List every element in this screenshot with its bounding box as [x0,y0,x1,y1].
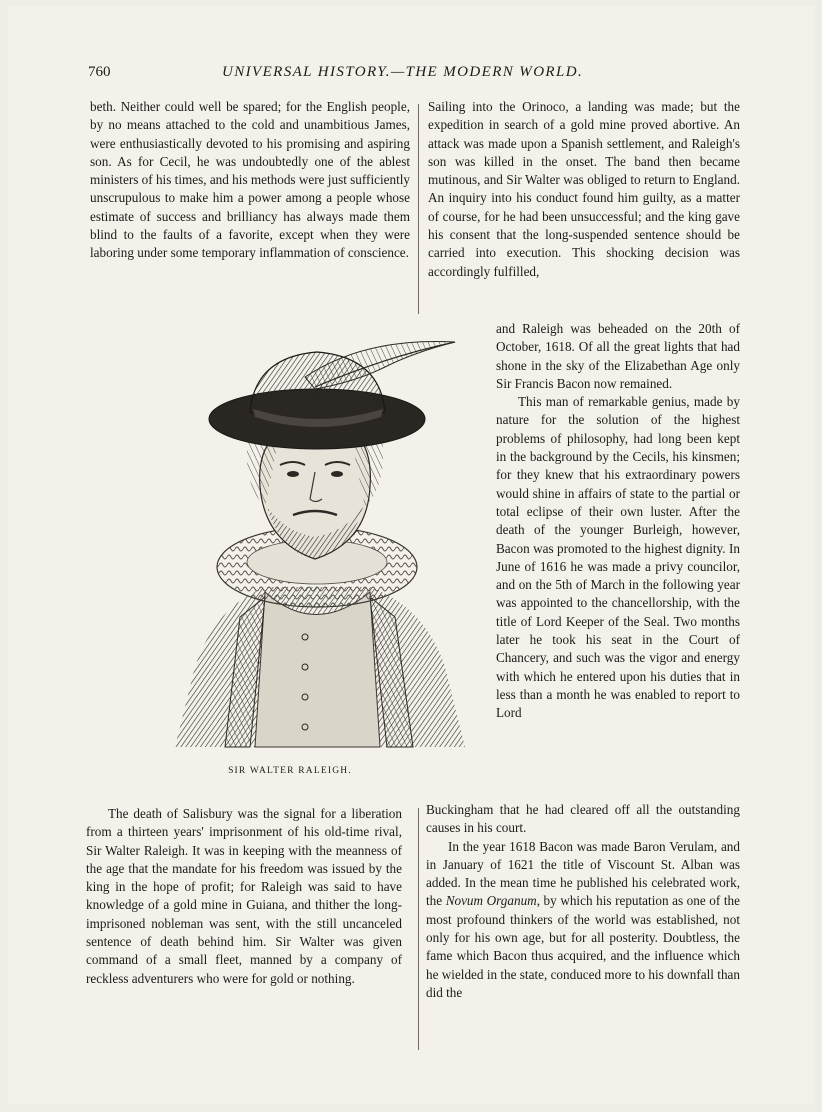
column-divider-top [418,104,419,314]
right-column-bottom-text [426,801,740,1002]
left-column-top-text [90,98,410,263]
paragraph: and Raleigh was beheaded on the 20th of October, 1618. Of all the great lights that had shone in the sky of the Elizabethan Age only Sir Francis Bacon now remained. [496,321,740,391]
column-divider-bottom [418,808,419,1050]
paragraph: Sailing into the Orinoco, a landing was made; but the expedition in search of a gold mine proved abortive. An attack was made upon a Spanish settlement, and Raleigh's son was killed in the onset. The band then became mutinous, and Sir Walter was obliged to return to England. An inquiry into his conduct found him guilty, as a matter of course, for he had been unsuccessful; and the king gave his consent that the long-suspended sentence should be carried into execution. This shocking decision was accordingly fulfilled, [428,99,740,279]
text-run: , by which his reputation as one of the most profound thinkers of the world was established, not only for his own age, but for all posterity. Doubtless, the fame which Bacon thus acquired, and the influence which he wielded in the state, conduced more to his downfall than did the [426,893,740,1000]
paragraph: Buckingham that he had cleared off all the outstanding causes in his court. [426,802,740,836]
paragraph: This man of remarkable genius, made by nature for the solution of the highest problems of philosophy, had long been kept in the background by the Cecils, his kinsmen; for they knew that his extraordinary powers would shine in affairs of state to the partial or total eclipse of their own luster. After the death of the younger Burleigh, however, Bacon was promoted to the highest dignity. In June of 1616 he was made a privy councilor, and on the 5th of March in the following year was appointed to the chancellorship, with the title of Lord Keeper of the Seal. Two months later he took his seat in the Court of Chancery, and such was the vigor and energy with which he entered upon his duties that in less than a month he was enabled to report to Lord [496,394,740,721]
left-column-bottom-text [86,805,402,988]
right-column-top-text [428,98,740,281]
portrait-caption: SIR WALTER RALEIGH. [228,766,352,776]
book-title: Novum Organum [445,893,537,909]
right-column-wrapped-text [496,320,740,723]
page-number: 760 [88,64,111,80]
paragraph: The death of Salisbury was the signal for a liberation from a thirteen years' imprisonment of his old-time rival, Sir Walter Raleigh. It was in keeping with the meanness of the age that the mandate for his freedom was issued by the king in the hope of profit; for Raleigh was said to have knowledge of a gold mine in Guiana, and thither the long-imprisoned nobleman was sent, with the still uncanceled sentence of death behind him. Sir Walter was given command of a small fleet, manned by a company of reckless adventurers who were for gold or nothing. [86,806,402,986]
page-header [0,58,822,88]
text-run: In the year 1618 Bacon was made Baron Verulam, and in January of 1621 the title of Viscount St. Alban was added. In the mean time he published his celebrated work, the [426,838,740,909]
paragraph [426,838,740,1003]
running-title: UNIVERSAL HISTORY.—THE MODERN WORLD. [222,64,584,80]
raleigh-portrait-engraving [155,337,480,757]
paragraph: beth. Neither could well be spared; for the English people, by no means attached to the cold and unambitious James, were enthusiastically devoted to his promising and aspiring son. As for Cecil, he was undoubtedly one of the ablest ministers of his times, and his methods were just sufficiently unscrupulous to make him a power among a people whose estimate of success and brilliancy has always made them blind to the faults of a favorite, except when they were laboring under some temporary inflammation of conscience. [90,99,410,261]
